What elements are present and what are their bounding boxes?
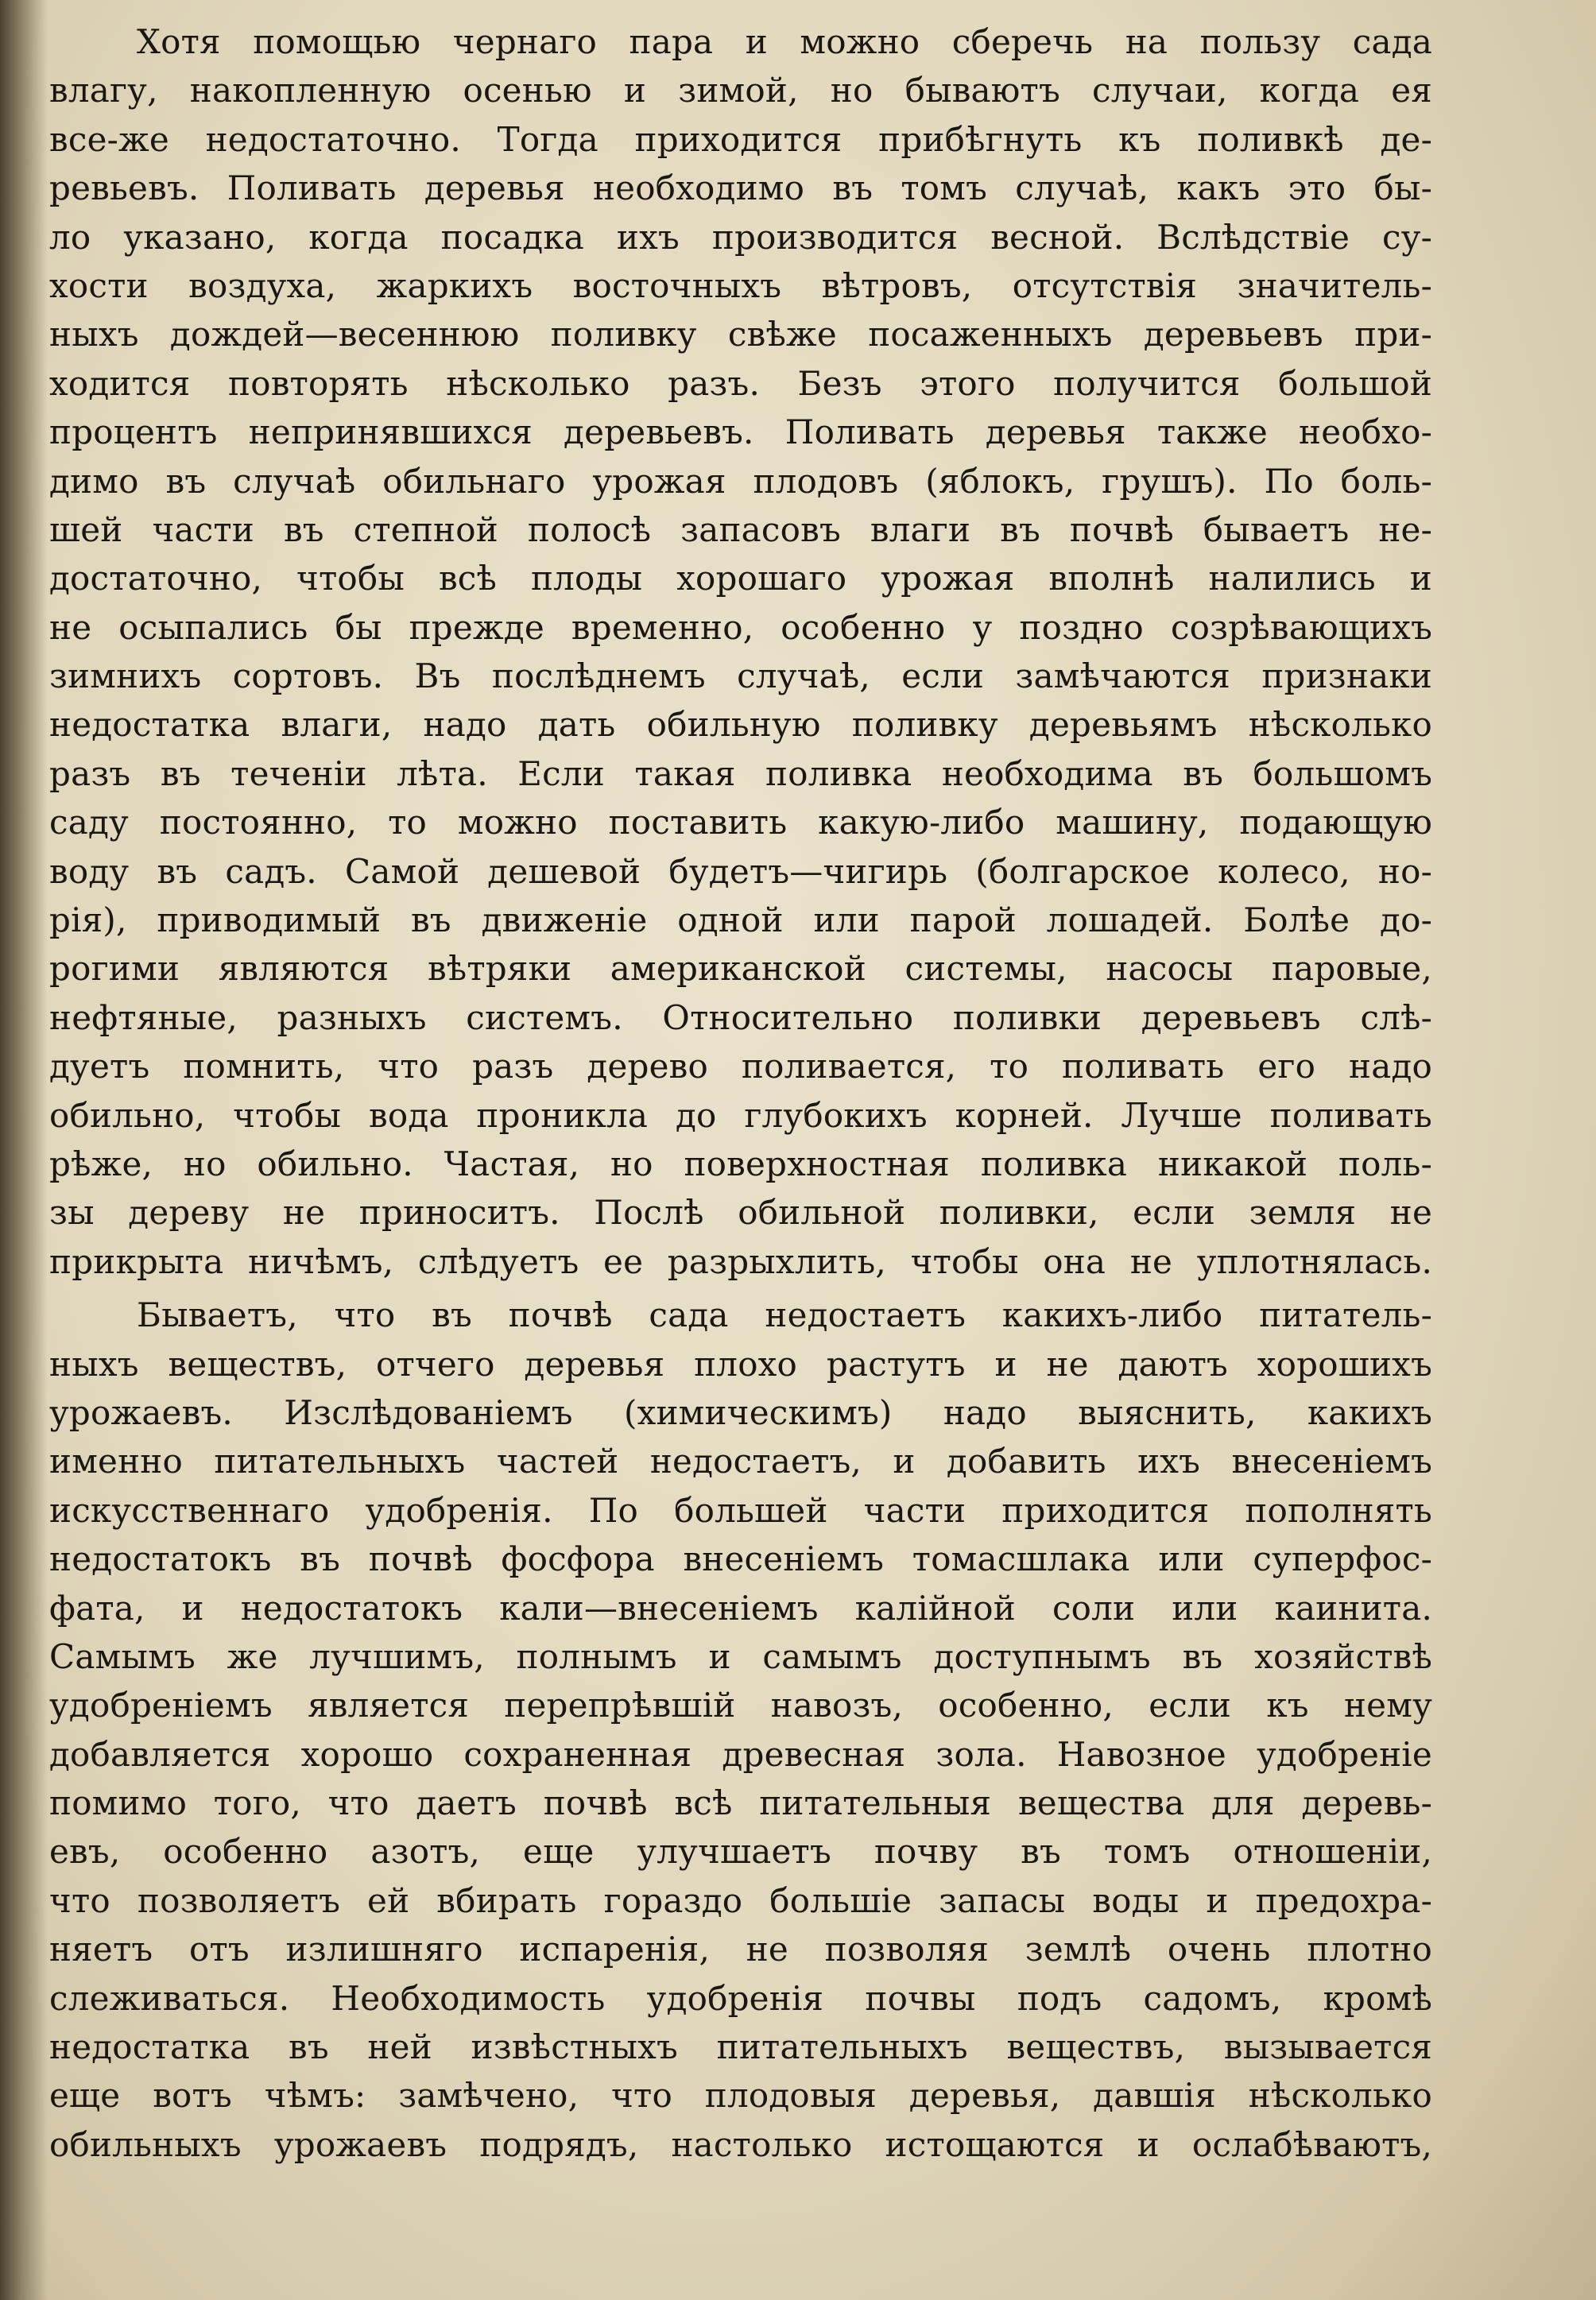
text-line: обильно, чтобы вода проникла до глубокихъ корней. Лучше поливать: [49, 1095, 1432, 1135]
text-line: рѣже, но обильно. Частая, но поверхностная поливка никакой поль-: [49, 1144, 1432, 1183]
text-line: недостатка влаги, надо дать обильную поливку деревьямъ нѣсколько: [49, 705, 1432, 745]
text-line: удобреніемъ является перепрѣвшій навозъ, особенно, если къ нему: [49, 1686, 1432, 1725]
text-line: процентъ непринявшихся деревьевъ. Поливать деревья также необхо-: [49, 412, 1432, 452]
text-line: помимо того, что даетъ почвѣ всѣ питательныя вещества для деревь-: [49, 1783, 1432, 1823]
text-line: саду постоянно, то можно поставить какую-либо машину, подающую: [49, 803, 1432, 842]
text-line: ныхъ веществъ, отчего деревья плохо растутъ и не даютъ хорошихъ: [49, 1344, 1432, 1384]
text-line: не осыпались бы прежде временно, особенно у поздно созрѣвающихъ: [49, 607, 1432, 647]
text-line: шей части въ степной полосѣ запасовъ влаги въ почвѣ бываетъ не-: [49, 509, 1432, 549]
text-line: разъ въ теченіи лѣта. Если такая поливка необходима въ большомъ: [49, 753, 1432, 793]
text-line: зы дереву не приноситъ. Послѣ обильной поливки, если земля не: [49, 1193, 1432, 1233]
text-line: ныхъ дождей—весеннюю поливку свѣже посаженныхъ деревьевъ при-: [49, 315, 1432, 354]
text-line: урожаевъ. Изслѣдованіемъ (химическимъ) надо выяснить, какихъ: [49, 1392, 1432, 1432]
paragraph-watering: [49, 17, 1432, 1286]
text-line: добавляется хорошо сохраненная древесная зола. Навозное удобреніе: [49, 1734, 1432, 1774]
text-line: нефтяные, разныхъ системъ. Относительно поливки деревьевъ слѣ-: [49, 997, 1432, 1037]
text-line: рогими являются вѣтряки американской системы, насосы паровые,: [49, 949, 1432, 989]
text-line: обильныхъ урожаевъ подрядъ, настолько истощаются и ослабѣваютъ,: [49, 2124, 1432, 2164]
text-line: хости воздуха, жаркихъ восточныхъ вѣтровъ, отсутствія значитель-: [49, 265, 1432, 305]
text-line: искусственнаго удобренія. По большей части приходится пополнять: [49, 1490, 1432, 1530]
text-line: что позволяетъ ей вбирать гораздо большіе запасы воды и предохра-: [49, 1880, 1432, 1920]
text-line: достаточно, чтобы всѣ плоды хорошаго урожая вполнѣ налились и: [49, 559, 1432, 598]
text-line: ходится повторять нѣсколько разъ. Безъ этого получится большой: [49, 363, 1432, 403]
page-text: [49, 17, 1432, 2169]
text-line: еще вотъ чѣмъ: замѣчено, что плодовыя деревья, давшія нѣсколько: [49, 2076, 1432, 2116]
text-line: Хотя помощью чернаго пара и можно сберечь на пользу сада: [137, 22, 1432, 61]
text-line: слеживаться. Необходимость удобренія почвы подъ садомъ, кромѣ: [49, 1978, 1432, 2018]
text-line: Бываетъ, что въ почвѣ сада недостаетъ какихъ-либо питатель-: [137, 1295, 1432, 1335]
text-line: воду въ садъ. Самой дешевой будетъ—чигирь (болгарское колесо, но-: [49, 851, 1432, 891]
text-line: все-же недостаточно. Тогда приходится прибѣгнуть къ поливкѣ де-: [49, 119, 1432, 159]
text-line: евъ, особенно азотъ, еще улучшаетъ почву въ томъ отношеніи,: [49, 1832, 1432, 1872]
text-line: фата, и недостатокъ кали—внесеніемъ калійной соли или каинита.: [49, 1588, 1432, 1628]
text-line: недостатка въ ней извѣстныхъ питательныхъ веществъ, вызывается: [49, 2027, 1432, 2067]
paragraph-fertilizing: [49, 1291, 1432, 2169]
text-line: ревьевъ. Поливать деревья необходимо въ томъ случаѣ, какъ это бы-: [49, 168, 1432, 208]
text-line: недостатокъ въ почвѣ фосфора внесеніемъ томасшлака или суперфос-: [49, 1539, 1432, 1579]
text-line: рія), приводимый въ движеніе одной или парой лошадей. Болѣе до-: [49, 900, 1432, 940]
text-line: Самымъ же лучшимъ, полнымъ и самымъ доступнымъ въ хозяйствѣ: [49, 1636, 1432, 1676]
text-line: няетъ отъ излишняго испаренія, не позволяя землѣ очень плотно: [49, 1930, 1432, 1969]
text-line: димо въ случаѣ обильнаго урожая плодовъ (яблокъ, грушъ). По боль-: [49, 461, 1432, 501]
text-line: именно питательныхъ частей недостаетъ, и добавить ихъ внесеніемъ: [49, 1442, 1432, 1481]
text-line: дуетъ помнить, что разъ дерево поливается, то поливать его надо: [49, 1047, 1432, 1086]
text-line: влагу, накопленную осенью и зимой, но бываютъ случаи, когда ея: [49, 71, 1432, 110]
text-line: зимнихъ сортовъ. Въ послѣднемъ случаѣ, если замѣчаются признаки: [49, 656, 1432, 696]
text-line: прикрыта ничѣмъ, слѣдуетъ ее разрыхлить, чтобы она не уплотнялась.: [49, 1241, 1432, 1281]
text-line: ло указано, когда посадка ихъ производится весной. Вслѣдствіе су-: [49, 217, 1432, 257]
